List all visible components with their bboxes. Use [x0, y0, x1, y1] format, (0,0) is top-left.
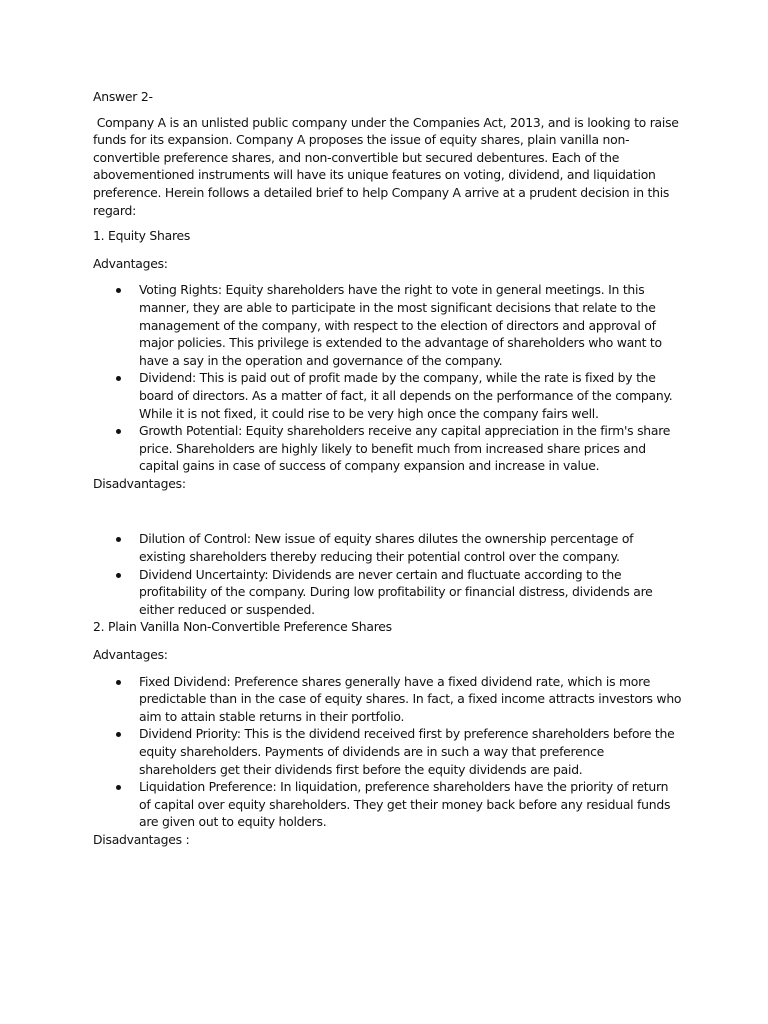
list-item — [93, 281, 683, 369]
disadvantages-label: Disadvantages : — [93, 831, 190, 847]
bullet-icon — [116, 429, 121, 434]
bullet-icon — [116, 573, 121, 578]
list-item-text: Dilution of Control: New issue of equity shares dilutes the ownership percentage of existing shareholders thereby reducing their potential control over the company. — [139, 531, 634, 565]
list-item-text: Growth Potential: Equity shareholders receive any capital appreciation in the firm's share price. Shareholders are highly likely to benefit much from increased share prices and capital gains in case of success of company expansion and increase in value. — [139, 423, 671, 474]
bullet-icon — [116, 680, 121, 685]
section-title-equity-shares: 1. Equity Shares — [93, 228, 191, 244]
list-item — [93, 566, 683, 619]
list-item-text: Fixed Dividend: Preference shares generally have a fixed dividend rate, which is more predictable than in the case of equity shares. In fact, a fixed income attracts investors who aim to attain stable returns in their portfolio. — [139, 673, 682, 724]
advantages-label: Advantages: — [93, 255, 168, 271]
section-title-preference-shares: 2. Plain Vanilla Non-Convertible Preference Shares — [93, 619, 392, 635]
bullet-icon — [116, 785, 121, 790]
document-body — [93, 88, 683, 849]
list-item — [93, 369, 683, 422]
list-item — [93, 778, 683, 831]
list-item — [93, 673, 683, 726]
bullet-icon — [116, 537, 121, 542]
list-item-text: Dividend Priority: This is the dividend received first by preference shareholders before the equity shareholders. Payments of dividends are in such a way that preference shareholders get their dividends first before the equity dividends are paid. — [139, 726, 675, 777]
intro-paragraph: Company A is an unlisted public company under the Companies Act, 2013, and is looking to raise funds for its expansion. Company A proposes the issue of equity shares, plain vanilla non-convertible preference shares, and non-convertible but secured debentures. Each of the abovementioned instruments will have its unique features on voting, dividend, and liquidation preference. Herein follows a detailed brief to help Company A arrive at a prudent decision in this regard: — [93, 114, 683, 218]
list-item-text: Dividend Uncertainty: Dividends are never certain and fluctuate according to the profitability of the company. During low profitability or financial distress, dividends are either reduced or suspended. — [139, 566, 653, 617]
list-item-text: Liquidation Preference: In liquidation, preference shareholders have the priority of return of capital over equity shareholders. They get their money back before any residual funds are given out to equity holders. — [139, 779, 671, 830]
list-item-text: Voting Rights: Equity shareholders have the right to vote in general meetings. In this manner, they are able to participate in the most significant decisions that relate to the management of the company, with respect to the election of directors and approval of major policies. This privilege is extended to the advantage of shareholders who want to have a say in the operation and governance of the company. — [139, 282, 662, 368]
equity-disadvantages-list — [93, 530, 683, 618]
bullet-icon — [116, 732, 121, 737]
list-item — [93, 725, 683, 778]
preference-advantages-list — [93, 673, 683, 831]
bullet-icon — [116, 376, 121, 381]
list-item — [93, 422, 683, 475]
equity-advantages-list — [93, 281, 683, 475]
bullet-icon — [116, 288, 121, 293]
advantages-label: Advantages: — [93, 647, 168, 663]
answer-heading: Answer 2- — [93, 89, 153, 104]
list-item — [93, 530, 683, 565]
list-item-text: Dividend: This is paid out of profit made by the company, while the rate is fixed by the board of directors. As a matter of fact, it all depends on the performance of the company. While it is not fixed, it could rise to be very high once the company fairs well. — [139, 370, 673, 421]
disadvantages-label: Disadvantages: — [93, 475, 186, 491]
